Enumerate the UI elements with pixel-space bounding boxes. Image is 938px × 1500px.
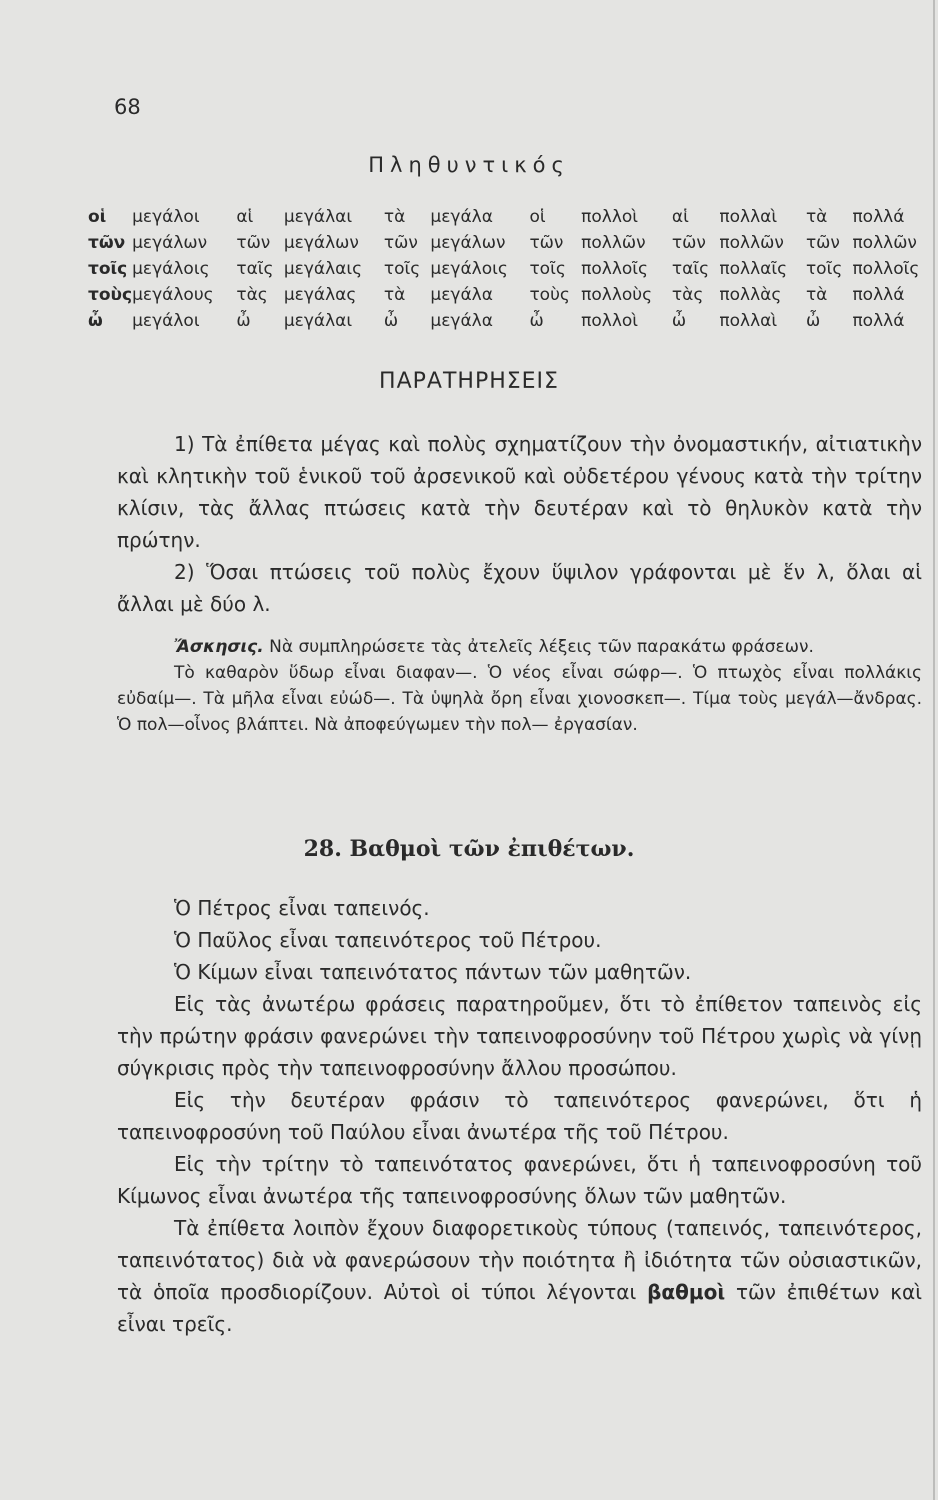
table-cell: πολλῶν (719, 233, 784, 253)
table-cell: πολλαὶ (719, 311, 778, 331)
table-cell: πολλά (852, 207, 905, 227)
table-cell: πολλά (852, 285, 905, 305)
table-cell: πολλοὶ (581, 311, 639, 331)
example-1: Ὁ Πέτρος εἶναι ταπεινός. (174, 896, 430, 920)
table-cell: πολλοῖς (852, 259, 920, 279)
table-cell-article: τοῖς (88, 259, 128, 279)
table-cell: τῶν (529, 233, 564, 253)
table-row (88, 256, 938, 282)
table-cell: τὰς (671, 285, 704, 305)
explanation-block (117, 988, 922, 1340)
table-cell: τῶν (671, 233, 706, 253)
table-cell: μεγάλοις (430, 259, 508, 279)
paragraph-3: Εἰς τὴν τρίτην τὸ ταπεινότατος φανερώνει, ὅτι ἡ ταπεινοφροσύνη τοῦ Κίμωνος εἶναι ἀνωτέρα τῆς ταπεινοφροσύνης ὅλων τῶν μαθητῶν. (117, 1152, 922, 1208)
table-cell: τὰς (236, 285, 268, 305)
table-cell-article: τῶν (88, 233, 126, 253)
exercise-block (117, 634, 922, 738)
table-cell: μεγάλοις (132, 259, 210, 279)
table-cell: μεγάλοι (132, 311, 200, 331)
table-cell: ταῖς (236, 259, 274, 279)
exercise-text: Τὸ καθαρὸν ὕδωρ εἶναι διαφαν—. Ὁ νέος εἶναι σώφρ—. Ὁ πτωχὸς εἶναι πολλάκις εὐδαίμ—. Τὰ μῆλα εἶναι εὐώδ—. Τὰ ὑψηλὰ ὄρη εἶναι χιονοσκεπ—. Τίμα τοὺς μεγάλ—ἄνδρας. Ὁ πολ—οἶνος βλάπτει. Νὰ ἀποφεύγωμεν τὴν πολ— ἐργασίαν. (117, 663, 922, 735)
table-row (88, 204, 938, 230)
table-row (88, 282, 938, 308)
table-cell: τῶν (805, 233, 840, 253)
exercise-label: Ἄσκησις. (174, 637, 264, 657)
table-cell: τὰ (805, 207, 828, 227)
table-cell: μεγάλους (132, 285, 214, 305)
example-2: Ὁ Παῦλος εἶναι ταπεινότερος τοῦ Πέτρου. (174, 928, 602, 952)
table-row (88, 230, 938, 256)
table-cell: πολλαὶ (719, 207, 778, 227)
table-cell: τὰ (805, 285, 828, 305)
table-cell: τῶν (236, 233, 271, 253)
page-number: 68 (114, 95, 141, 119)
table-cell: πολλοῖς (581, 259, 649, 279)
table-cell-article: τοὺς (88, 285, 133, 305)
table-cell: ταῖς (671, 259, 710, 279)
table-cell: τοῖς (383, 259, 421, 279)
table-cell-article: ὦ (88, 311, 103, 331)
table-cell: πολλῶν (581, 233, 646, 253)
examples-block (117, 892, 922, 988)
table-cell: τὰ (383, 285, 406, 305)
table-cell: αἱ (236, 207, 254, 227)
table-cell: πολλαῖς (719, 259, 788, 279)
table-cell-article: οἱ (88, 207, 107, 227)
table-cell: ὦ (529, 311, 544, 331)
table-cell: μεγάλων (283, 233, 359, 253)
paragraph-1: Εἰς τὰς ἀνωτέρω φράσεις παρατηροῦμεν, ὅτι τὸ ἐπίθετον ταπεινὸς εἰς τὴν πρώτην φράσιν φανερώνει τὴν ταπεινοφροσύνην τοῦ Πέτρου χωρὶς νὰ γίνῃ σύγκρισις πρὸς τὴν ταπεινοφροσύνην ἄλλου προσώπου. (117, 992, 922, 1080)
paragraph-2: Εἰς τὴν δευτέραν φράσιν τὸ ταπεινότερος φανερώνει, ὅτι ἡ ταπεινοφροσύνη τοῦ Παύλου εἶναι ἀνωτέρα τῆς τοῦ Πέτρου. (117, 1088, 922, 1144)
paragraph-4-lead: Τὰ ἐπίθετα λοιπὸν ἔχουν διαφορετικοὺς τύπους (ταπεινός, ταπεινότερος, ταπεινότατος) διὰ νὰ φανερώσουν τὴν ποιότητα ἢ ἰδιότητα τῶν οὐσιαστικῶν, τὰ ὁποῖα προσδιορίζουν. Αὐτοὶ οἱ τύποι λέγονται (117, 1216, 922, 1304)
paragraph-4 (117, 1212, 922, 1340)
paragraph-4-tail: τῶν ἐπιθέτων καὶ εἶναι τρεῖς. (117, 1280, 923, 1336)
table-cell: μεγάλα (430, 207, 493, 227)
plural-declension-table (88, 204, 938, 334)
table-cell: μεγάλας (283, 285, 357, 305)
term-degrees: βαθμοὶ (647, 1280, 726, 1304)
remarks-heading: ΠΑΡΑΤΗΡΗΣΕΙΣ (379, 369, 559, 394)
table-cell: μεγάλα (430, 311, 493, 331)
table-cell: αἱ (671, 207, 689, 227)
table-cell: πολλά (852, 311, 905, 331)
table-cell: πολλοὺς (581, 285, 653, 305)
table-cell: πολλὰς (719, 285, 782, 305)
table-cell: ὦ (383, 311, 399, 331)
table-cell: μεγάλαις (283, 259, 363, 279)
exercise-intro-line (117, 634, 922, 660)
table-cell: τοὺς (529, 285, 570, 305)
table-cell: ὦ (236, 311, 251, 331)
table-cell: τὰ (383, 207, 406, 227)
remark-2: 2) Ὅσαι πτώσεις τοῦ πολὺς ἔχουν ὕψιλον γράφονται μὲ ἕν λ, ὅλαι αἱ ἄλλαι μὲ δύο λ. (117, 560, 922, 616)
table-cell: πολλῶν (852, 233, 917, 253)
table-cell: τοῖς (529, 259, 566, 279)
table-cell: μεγάλαι (283, 207, 353, 227)
table-cell: οἱ (529, 207, 546, 227)
example-3: Ὁ Κίμων εἶναι ταπεινότατος πάντων τῶν μαθητῶν. (174, 960, 692, 984)
table-cell: ὦ (671, 311, 687, 331)
table-cell: τῶν (383, 233, 418, 253)
remark-1: 1) Τὰ ἐπίθετα μέγας καὶ πολὺς σχηματίζουν τὴν ὀνομαστικήν, αἰτιατικὴν καὶ κλητικὴν τοῦ ἑνικοῦ τοῦ ἀρσενικοῦ καὶ οὐδετέρου γένους κατὰ τὴν τρίτην κλίσιν, τὰς ἄλλας πτώσεις κατὰ τὴν δευτέραν καὶ τὸ θηλυκὸν κατὰ τὴν πρώτην. (117, 432, 922, 552)
table-cell: μεγάλα (430, 285, 493, 305)
table-cell: πολλοὶ (581, 207, 639, 227)
table-cell: μεγάλων (132, 233, 208, 253)
table-cell: μεγάλοι (132, 207, 200, 227)
plural-heading: Πληθυντικός (368, 153, 570, 177)
table-cell: ὦ (805, 311, 821, 331)
exercise-intro: Νὰ συμπληρώσετε τὰς ἀτελεῖς λέξεις τῶν παρακάτω φράσεων. (269, 637, 814, 657)
table-cell: μεγάλων (430, 233, 506, 253)
table-cell: μεγάλαι (283, 311, 353, 331)
section-title: 28. Βαθμοὶ τῶν ἐπιθέτων. (303, 836, 635, 862)
table-cell: τοῖς (805, 259, 843, 279)
remarks-block (117, 428, 922, 620)
table-row (88, 308, 938, 334)
